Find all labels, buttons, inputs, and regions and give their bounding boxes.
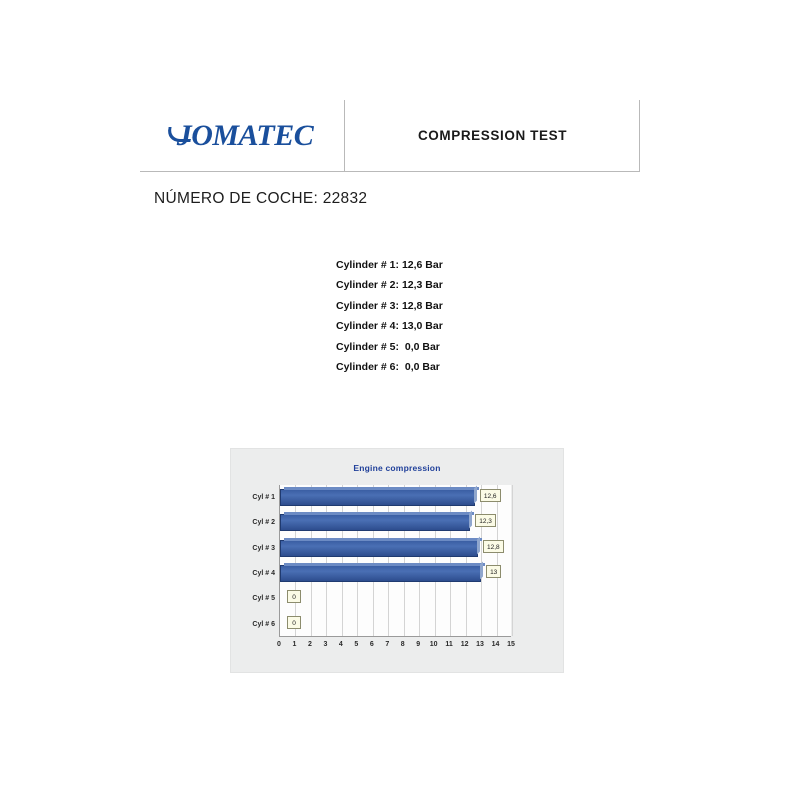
list-item: Cylinder # 4: 13,0 Bar bbox=[336, 320, 443, 333]
chart-bar bbox=[280, 514, 470, 531]
chart-value-label: 12,6 bbox=[480, 489, 501, 502]
chart-category-label: Cyl # 6 bbox=[252, 620, 275, 628]
chart-tick-label: 15 bbox=[507, 641, 515, 648]
page-title: COMPRESSION TEST bbox=[417, 128, 568, 143]
chart-category-label: Cyl # 5 bbox=[252, 595, 275, 603]
chart-value-label: 0 bbox=[287, 616, 301, 629]
chart-tick-label: 14 bbox=[491, 641, 500, 648]
chart-bar-top bbox=[284, 487, 479, 490]
chart-tick-label: 11 bbox=[445, 641, 453, 648]
chart-plot-area bbox=[279, 485, 511, 637]
chart-bar-top bbox=[284, 563, 485, 566]
chart-bar-top bbox=[284, 512, 474, 515]
chart-tick-label: 9 bbox=[416, 641, 421, 648]
chart-value-label: 12,8 bbox=[483, 540, 504, 553]
car-number: NÚMERO DE COCHE: 22832 bbox=[154, 190, 368, 207]
chart-tick-label: 13 bbox=[476, 641, 484, 648]
chart-category-label: Cyl # 3 bbox=[252, 544, 275, 552]
chart-tick-label: 6 bbox=[369, 641, 374, 648]
chart-category-label: Cyl # 1 bbox=[252, 494, 275, 501]
chart-value-label: 0 bbox=[287, 590, 301, 603]
chart-value-label: 12,3 bbox=[475, 514, 496, 527]
chart-tick-label: 5 bbox=[354, 641, 359, 648]
list-item: Cylinder # 6: 0,0 Bar bbox=[336, 361, 440, 374]
chart-bar-row bbox=[280, 612, 511, 637]
list-item: Cylinder # 1: 12,6 Bar bbox=[336, 259, 443, 271]
list-item: Cylinder # 5: 0,0 Bar bbox=[336, 340, 440, 353]
chart-bar-top bbox=[284, 538, 482, 541]
list-item: Cylinder # 2: 12,3 Bar bbox=[336, 279, 443, 292]
chart-tick-label: 1 bbox=[292, 641, 297, 648]
swoosh-icon bbox=[165, 127, 193, 142]
jomatec-logo bbox=[171, 119, 314, 153]
chart-bars bbox=[280, 485, 511, 636]
chart-tick-label: 2 bbox=[307, 641, 312, 648]
chart-tick-label: 0 bbox=[277, 641, 281, 648]
chart-bar-row bbox=[280, 586, 511, 611]
chart-bar-row bbox=[280, 485, 511, 510]
chart-bar bbox=[280, 540, 478, 557]
list-item: Cylinder # 3: 12,8 Bar bbox=[336, 299, 443, 312]
engine-compression-chart bbox=[230, 448, 564, 673]
gridline bbox=[512, 485, 513, 636]
title-cell bbox=[346, 100, 639, 171]
chart-tick-label: 4 bbox=[338, 641, 343, 648]
chart-tick-label: 8 bbox=[400, 641, 405, 648]
chart-tick-label: 12 bbox=[460, 641, 469, 648]
chart-bar-row bbox=[280, 561, 511, 586]
chart-title: Engine compression bbox=[353, 463, 441, 473]
chart-tick-label: 3 bbox=[323, 641, 328, 648]
document-header bbox=[140, 100, 640, 172]
chart-bar bbox=[280, 489, 475, 506]
chart-tick-label: 7 bbox=[385, 641, 390, 648]
chart-bar-row bbox=[280, 536, 511, 561]
chart-tick-label: 10 bbox=[429, 641, 438, 648]
chart-category-label: Cyl # 2 bbox=[252, 519, 275, 527]
document-sheet bbox=[140, 100, 660, 700]
cylinder-readings-list bbox=[336, 255, 566, 377]
logo-text: JOMATEC bbox=[176, 118, 314, 152]
chart-category-label: Cyl # 4 bbox=[252, 570, 275, 577]
logo-cell bbox=[140, 100, 345, 171]
chart-value-label: 13 bbox=[486, 565, 501, 578]
chart-bar bbox=[280, 565, 481, 582]
